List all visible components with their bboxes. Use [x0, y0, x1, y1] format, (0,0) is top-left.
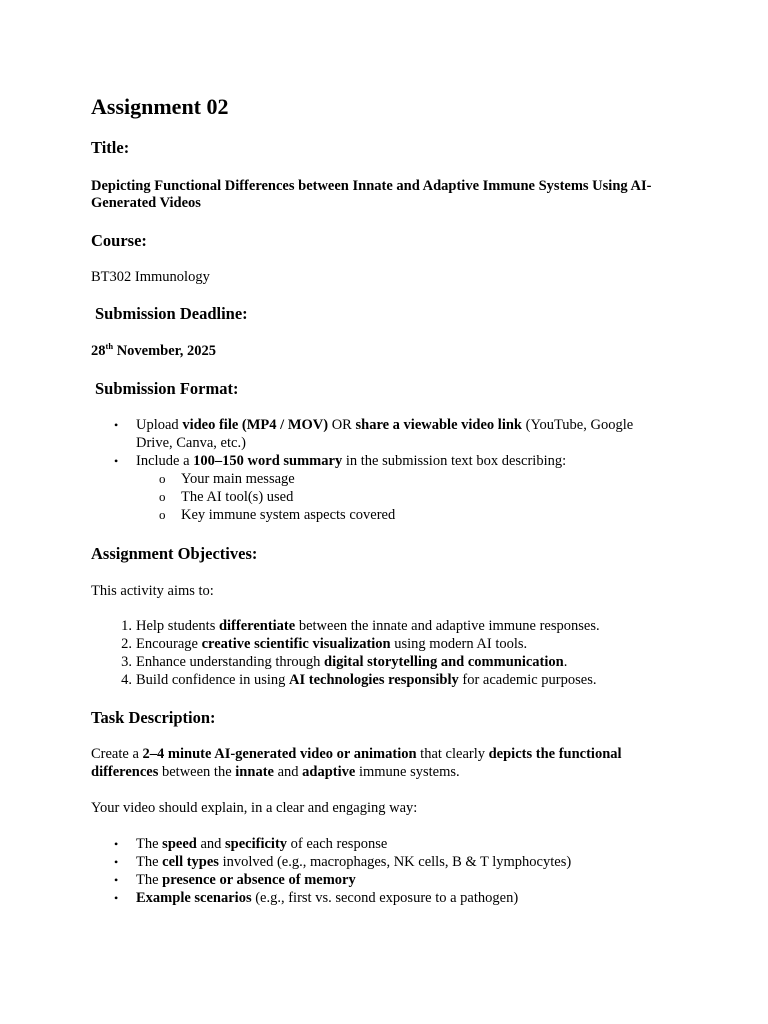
- objectives-intro: This activity aims to:: [91, 583, 214, 599]
- list-item: • Include a 100–150 word summary in the submission text box describing:: [114, 453, 567, 469]
- bullet-icon: •: [114, 418, 119, 432]
- sublist-item: o The AI tool(s) used: [159, 489, 294, 505]
- list-item: • The speed and specificity of each response: [114, 836, 388, 852]
- deadline-date: 28th November, 2025: [91, 341, 217, 359]
- format-label: Submission Format:: [95, 379, 239, 398]
- list-item: 1. Help students differentiate between the innate and adaptive immune responses.: [121, 618, 600, 634]
- list-item: • Upload video file (MP4 / MOV) OR share a viewable video link (YouTube, Google Drive, Canva, etc.): [114, 417, 634, 451]
- explain-list: [114, 835, 572, 907]
- bullet-icon: •: [114, 891, 119, 905]
- list-item: • Example scenarios (e.g., first vs. second exposure to a pathogen): [114, 890, 519, 906]
- assignment-heading: Assignment 02: [91, 94, 229, 119]
- bullet-icon: •: [114, 454, 119, 468]
- circle-bullet-icon: o: [159, 489, 166, 504]
- list-item: 4. Build confidence in using AI technologies responsibly for academic purposes.: [121, 672, 597, 688]
- bullet-icon: •: [114, 873, 119, 887]
- bullet-icon: •: [114, 855, 119, 869]
- objectives-label: Assignment Objectives:: [91, 544, 258, 563]
- sublist-item: o Your main message: [159, 471, 295, 487]
- list-item: 3. Enhance understanding through digital storytelling and communication.: [121, 654, 568, 670]
- list-item: • The cell types involved (e.g., macrophages, NK cells, B & T lymphocytes): [114, 854, 572, 870]
- assignment-title: Depicting Functional Differences between Innate and Adaptive Immune Systems Using AI-Generated Videos: [91, 178, 652, 211]
- title-label: Title:: [91, 138, 130, 157]
- sublist-item: o Key immune system aspects covered: [159, 507, 396, 523]
- circle-bullet-icon: o: [159, 507, 166, 522]
- format-sublist: [136, 470, 676, 524]
- explain-intro: Your video should explain, in a clear and engaging way:: [91, 800, 418, 816]
- course-label: Course:: [91, 231, 147, 250]
- task-description: Create a 2–4 minute AI-generated video or animation that clearly depicts the functional differences between the innate and adaptive immune systems.: [91, 746, 622, 780]
- deadline-label: Submission Deadline:: [95, 304, 248, 323]
- format-list: [114, 416, 676, 524]
- circle-bullet-icon: o: [159, 471, 166, 486]
- bullet-icon: •: [114, 837, 119, 851]
- list-item: 2. Encourage creative scientific visualization using modern AI tools.: [121, 636, 528, 652]
- list-item: • The presence or absence of memory: [114, 872, 356, 888]
- objectives-list: [121, 617, 600, 689]
- task-label: Task Description:: [91, 708, 216, 727]
- course-name: BT302 Immunology: [91, 269, 210, 285]
